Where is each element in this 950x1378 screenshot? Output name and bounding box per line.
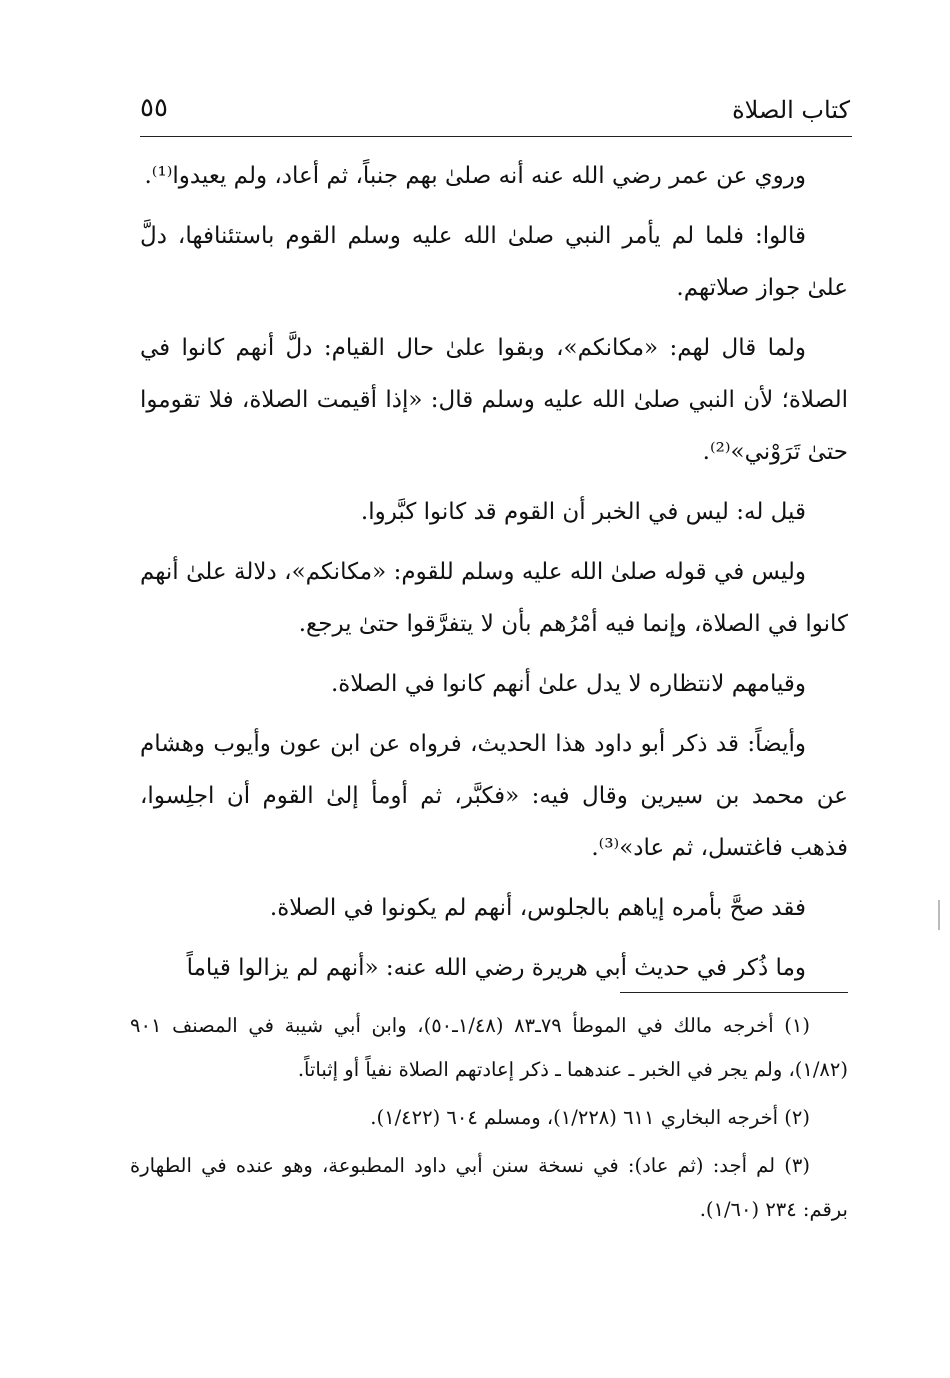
footnotes <box>130 1004 848 1236</box>
scan-mark <box>938 900 940 930</box>
page-number: ٥٥ <box>140 93 168 123</box>
paragraph: وروي عن عمر رضي الله عنه أنه صلىٰ بهم جنباً، ثم أعاد، ولم يعيدوا⁽¹⁾. <box>144 163 806 189</box>
running-title: كتاب الصلاة <box>732 96 850 124</box>
footnote-separator <box>620 992 848 993</box>
paragraph: وقيامهم لانتظاره لا يدل علىٰ أنهم كانوا في الصلاة. <box>331 671 806 697</box>
main-text <box>140 150 848 1002</box>
footnote: (٢) أخرجه البخاري ٦١١ (١/٢٢٨)، ومسلم ٦٠٤ (١/٤٢٢). <box>370 1106 810 1129</box>
paragraph: وليس في قوله صلىٰ الله عليه وسلم للقوم: «مكانكم»، دلالة علىٰ أنهم كانوا في الصلاة، وإنما فيه أمْرُهم بأن لا يتفرَّقوا حتىٰ يرجع. <box>140 559 848 637</box>
footnote: (٣) لم أجد: (ثم عاد): في نسخة سنن أبي داود المطبوعة، وهو عنده في الطهارة برقم: ٢٣٤ (١/٦٠). <box>130 1154 848 1221</box>
paragraph: قالوا: فلما لم يأمر النبي صلىٰ الله عليه وسلم القوم باستئنافها، دلَّ علىٰ جواز صلاتهم. <box>140 223 848 301</box>
paragraph: قيل له: ليس في الخبر أن القوم قد كانوا كبَّروا. <box>360 499 806 525</box>
paragraph: فقد صحَّ بأمره إياهم بالجلوس، أنهم لم يكونوا في الصلاة. <box>269 895 806 921</box>
paragraph: وما ذُكر في حديث أبي هريرة رضي الله عنه: «أنهم لم يزالوا قياماً <box>186 955 806 981</box>
page-header <box>140 92 850 132</box>
paragraph: ولما قال لهم: «مكانكم»، وبقوا علىٰ حال القيام: دلَّ أنهم كانوا في الصلاة؛ لأن النبي صلىٰ الله عليه وسلم قال: «إذا أقيمت الصلاة، فلا تقوموا حتىٰ تَرَوْني»⁽²⁾. <box>140 335 848 465</box>
footnote: (١) أخرجه مالك في الموطأ ٧٩ـ٨٣ (١/٤٨ـ٥٠)، وابن أبي شيبة في المصنف ٩٠١ (١/٨٢)، ولم يجر في الخبر ـ عندهما ـ ذكر إعادتهم الصلاة نفياً أو إثباتاً. <box>130 1014 848 1081</box>
paragraph: وأيضاً: قد ذكر أبو داود هذا الحديث، فرواه عن ابن عون وأيوب وهشام عن محمد بن سيرين وقال فيه: «فكبَّر، ثم أومأ إلىٰ القوم أن اجلِسوا، فذهب فاغتسل، ثم عاد»⁽³⁾. <box>140 731 848 861</box>
header-rule <box>140 136 852 137</box>
